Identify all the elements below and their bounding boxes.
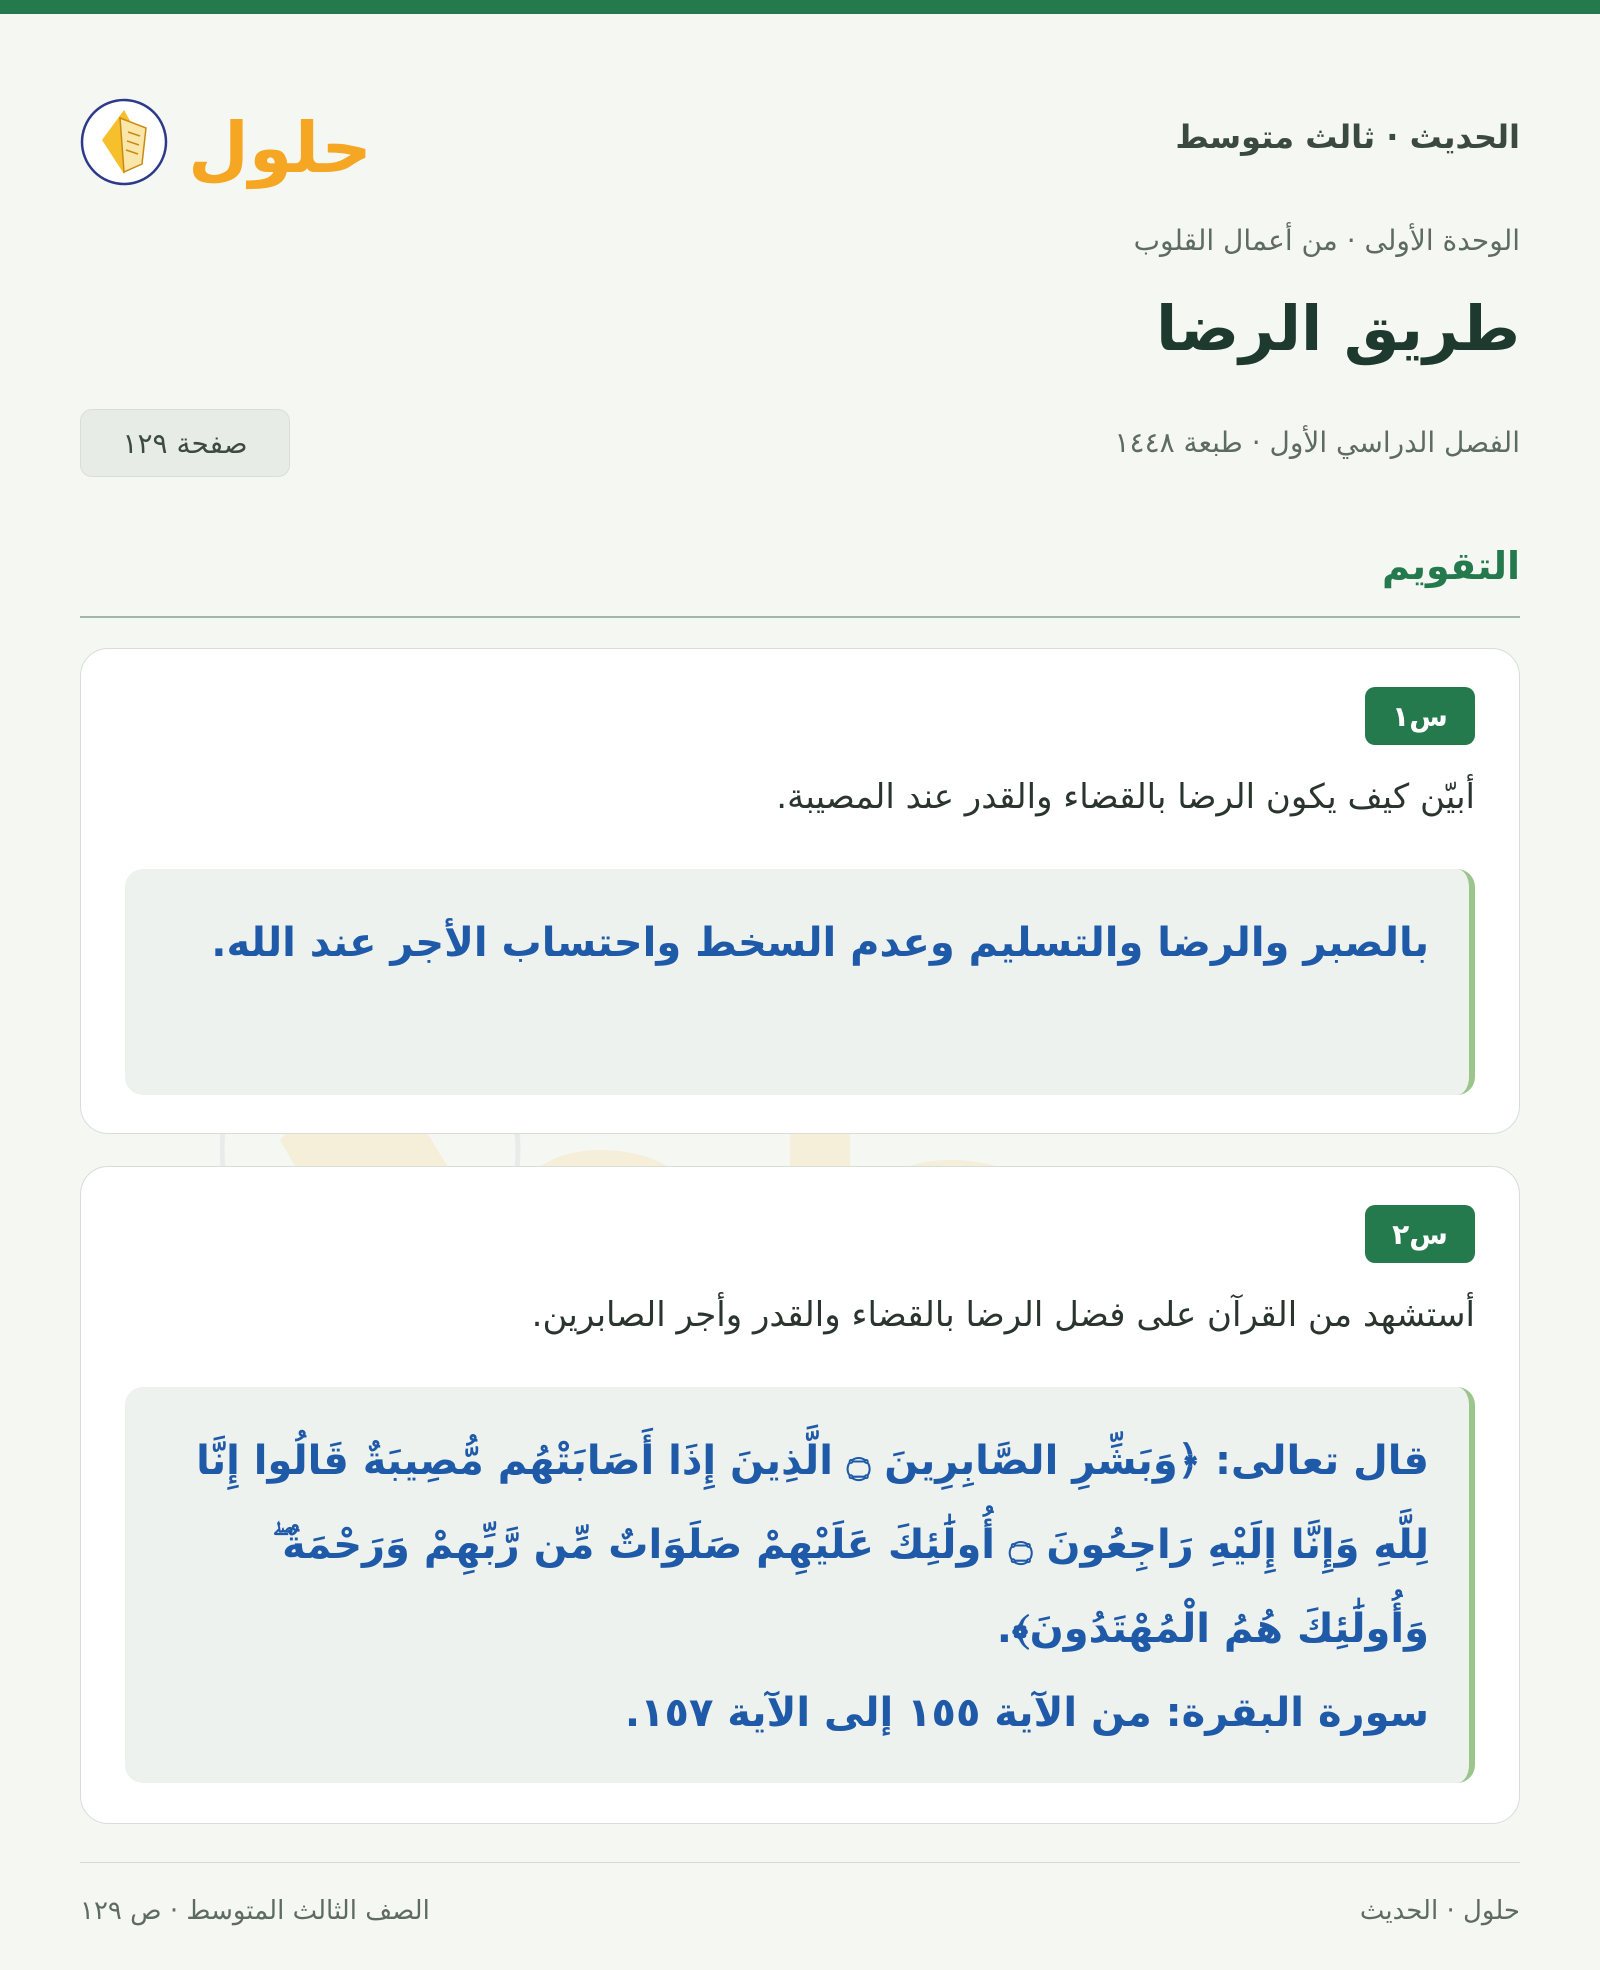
answer-box: [125, 1387, 1475, 1783]
question-text: أبيّن كيف يكون الرضا بالقضاء والقدر عند المصيبة.: [776, 777, 1475, 817]
question-text: أستشهد من القرآن على فضل الرضا بالقضاء والقدر وأجر الصابرين.: [531, 1295, 1475, 1335]
answer-box: [125, 869, 1475, 1095]
unit-line: الوحدة الأولى · من أعمال القلوب: [1133, 224, 1520, 257]
answer-text: بالصبر والرضا والتسليم وعدم السخط واحتساب الأجر عند الله.: [211, 920, 1429, 966]
footer-site-subject: حلول · الحديث: [1359, 1896, 1520, 1926]
section-heading: التقويم: [1381, 544, 1520, 588]
answer-reference: سورة البقرة: من الآية ١٥٥ إلى الآية ١٥٧.: [624, 1690, 1429, 1736]
section-divider: [80, 616, 1520, 618]
answer-text: قال تعالى: ﴿وَبَشِّرِ الصَّابِرِينَ ۝ الَّذِينَ إِذَا أَصَابَتْهُم مُّصِيبَةٌ قَالُوا إِنَّا لِلَّهِ وَإِنَّا إِلَيْهِ رَاجِعُونَ ۝ أُولَٰئِكَ عَلَيْهِمْ صَلَوَاتٌ مِّن رَّبِّهِمْ وَرَحْمَةٌ ۖ وَأُولَٰئِكَ هُمُ الْمُهْتَدُونَ﴾.: [196, 1438, 1429, 1652]
logo-text: حلول: [188, 107, 372, 189]
page-header: [80, 84, 1520, 194]
book-page-logo-icon: [80, 84, 380, 194]
page: [80, 14, 1520, 1970]
subject-grade-label: الحديث · ثالث متوسط: [1175, 118, 1520, 156]
lesson-title: طريق الرضا: [1155, 292, 1520, 365]
page-number-badge: صفحة ١٢٩: [80, 409, 290, 477]
footer-grade-page: الصف الثالث المتوسط · ص ١٢٩: [80, 1896, 430, 1926]
question-badge: س٢: [1365, 1205, 1475, 1263]
footer-divider: [80, 1862, 1520, 1863]
question-card-2: [80, 1166, 1520, 1824]
top-accent-bar: [0, 0, 1600, 14]
question-card-1: [80, 648, 1520, 1134]
term-edition-line: الفصل الدراسي الأول · طبعة ١٤٤٨: [1114, 426, 1520, 459]
question-badge: س١: [1365, 687, 1475, 745]
